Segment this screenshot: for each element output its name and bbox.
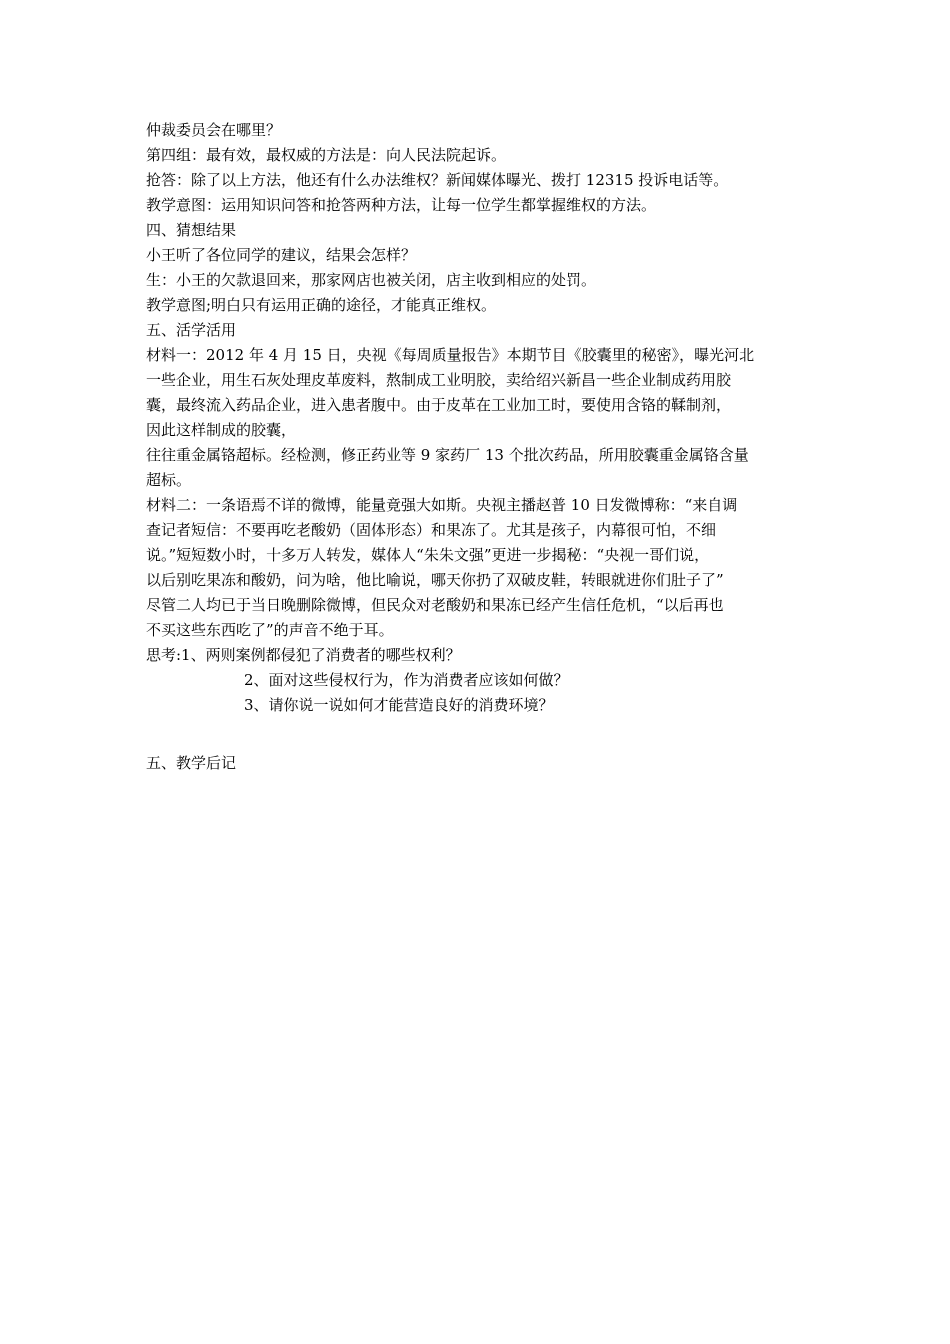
section-heading: 五、活学活用 — [146, 321, 237, 339]
document-body — [146, 118, 826, 776]
text-line: 以后别吃果冻和酸奶，问为啥，他比喻说，哪天你扔了双破皮鞋，转眼就进你们肚子了” — [146, 571, 724, 589]
text-line: 查记者短信：不要再吃老酸奶（固体形态）和果冻了。尤其是孩子，内幕很可怕，不细 — [146, 521, 717, 539]
text-line: 第四组：最有效，最权威的方法是：向人民法院起诉。 — [146, 146, 507, 164]
spacer — [146, 743, 826, 751]
question-line: 3、请你说一说如何才能营造良好的消费环境？ — [244, 696, 554, 714]
question-line: 2、面对这些侵权行为，作为消费者应该如何做？ — [244, 671, 569, 689]
question-line: 思考:1、两则案例都侵犯了消费者的哪些权利？ — [146, 646, 461, 664]
text-line: 不买这些东西吃了”的声音不绝于耳。 — [146, 621, 394, 639]
section-heading: 五、教学后记 — [146, 754, 237, 772]
blank-line — [146, 718, 826, 743]
text-line: 材料二：一条语焉不详的微博，能量竟强大如斯。央视主播赵普 10 日发微博称：“来自调 — [146, 496, 738, 514]
text-line: 囊，最终流入药品企业，进入患者腹中。由于皮革在工业加工时，要使用含铬的鞣制剂， — [146, 396, 732, 414]
section-heading: 四、猜想结果 — [146, 221, 237, 239]
text-line: 生：小王的欠款退回来，那家网店也被关闭，店主收到相应的处罚。 — [146, 271, 597, 289]
text-line: 材料一：2012 年 4 月 15 日，央视《每周质量报告》本期节目《胶囊里的秘密》，曝光河北 — [146, 346, 755, 364]
text-line: 尽管二人均已于当日晚删除微博，但民众对老酸奶和果冻已经产生信任危机，“以后再也 — [146, 596, 724, 614]
text-line: 教学意图：运用知识问答和抢答两种方法，让每一位学生都掌握维权的方法。 — [146, 196, 657, 214]
text-line: 因此这样制成的胶囊， — [146, 421, 297, 439]
text-line: 往往重金属铬超标。经检测，修正药业等 9 家药厂 13 个批次药品，所用胶囊重金属铬含量 — [146, 446, 749, 464]
text-line: 抢答：除了以上方法，他还有什么办法维权？新闻媒体曝光、拨打 12315 投诉电话等。 — [146, 171, 729, 189]
text-line: 超标。 — [146, 471, 192, 489]
text-line: 一些企业，用生石灰处理皮革废料，熬制成工业明胶，卖给绍兴新昌一些企业制成药用胶 — [146, 371, 732, 389]
text-line: 教学意图;明白只有运用正确的途径，才能真正维权。 — [146, 296, 497, 314]
text-line: 小王听了各位同学的建议，结果会怎样？ — [146, 246, 417, 264]
text-line: 仲裁委员会在哪里？ — [146, 121, 282, 139]
text-line: 说。”短短数小时，十多万人转发，媒体人“朱朱文强”更进一步揭秘：“央视一哥们说， — [146, 546, 710, 564]
